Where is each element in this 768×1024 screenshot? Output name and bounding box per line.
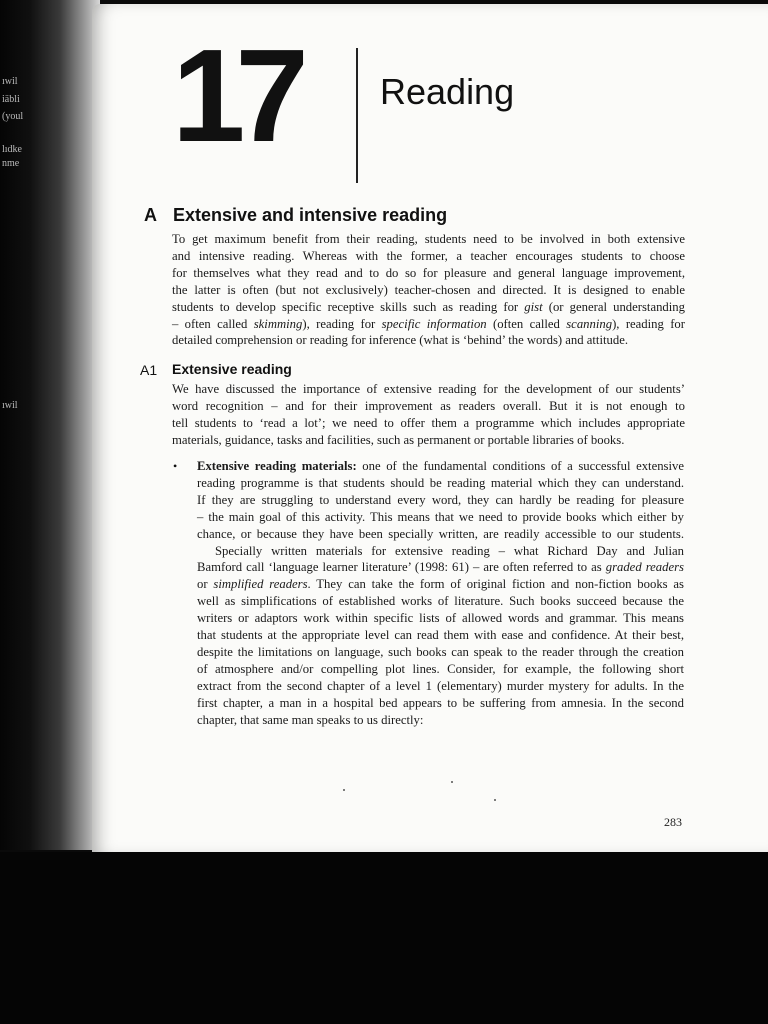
margin-fragment: nme: [2, 158, 20, 169]
text-line: tell students to ‘read a lot’; we need to offer them a programme which includes appropriate: [172, 415, 685, 430]
subsection-number: A1: [140, 362, 158, 378]
chapter-number: 17: [172, 22, 299, 169]
scan-speck: [343, 789, 345, 791]
text-line: first chapter, a man in a hospital bed appears to be suffering from amnesia. In the second: [197, 695, 684, 710]
section-a-paragraph: [172, 231, 685, 349]
text-line: the latter is often (but not exclusively) teacher-chosen and directed. It is designed to enable: [172, 282, 685, 297]
text-line: – often called skimming), reading for specific information (often called scanning), reading for: [172, 316, 685, 331]
book-binding-shadow: [0, 0, 100, 850]
text-line: materials, guidance, tasks and facilities, such as permanent or portable libraries of books.: [172, 432, 625, 447]
text-line: well as simplifications of established works of literature. Such books succeed because the: [197, 594, 684, 609]
page-number: 283: [664, 815, 682, 829]
margin-fragment: lıdke: [2, 144, 22, 155]
text-line: Extensive reading materials: one of the fundamental conditions of a successful extensive: [197, 459, 684, 473]
margin-fragment: (youl: [2, 111, 24, 122]
text-line: writers or adaptors work within specific lists of allowed words and grammar. This means: [197, 611, 684, 626]
text-line: Bamford call ‘language learner literature’ (1998: 61) – are often referred to as graded readers: [197, 560, 684, 575]
bullet-lead: Extensive reading materials:: [197, 459, 363, 473]
text-line: chapter, that same man speaks to us directly:: [197, 712, 424, 727]
text-line: If they are struggling to understand every word, they can hardly be reading for pleasure: [197, 492, 684, 507]
text-line: word recognition – and for their improvement as readers overall. But it is not enough to: [172, 398, 685, 413]
chapter-title: Reading: [380, 71, 515, 112]
text-line: of atmosphere and/or compelling plot lines. Consider, for example, the following short: [197, 661, 684, 676]
bullet-marker: •: [173, 459, 178, 473]
text-line: extract from the second chapter of a level 1 (elementary) murder mystery for adults. In the: [197, 678, 684, 693]
text-line: Specially written materials for extensive reading – what Richard Day and Julian: [215, 543, 684, 558]
text-line: or simplified readers. They can take the form of original fiction and non-fiction books as: [197, 577, 684, 592]
section-title: Extensive and intensive reading: [173, 205, 448, 225]
subsection-title: Extensive reading: [172, 361, 292, 377]
text-line: reading programme is that students should be reading material which they can understand.: [197, 475, 684, 490]
scan-bottom-edge: [0, 852, 768, 1024]
text-line: We have discussed the importance of extensive reading for the development of our students’: [172, 382, 685, 396]
bullet-paragraph: [197, 458, 684, 729]
text-line: and intensive reading. Whereas with the former, a teacher encourages students to choose: [172, 248, 685, 263]
section-letter: A: [144, 205, 157, 225]
scan-speck: [494, 799, 496, 801]
margin-fragment: ıwil: [2, 400, 18, 411]
subsection-a1-paragraph: [172, 381, 685, 449]
text-line: – the main goal of this activity. This means that we need to provide books which either by: [197, 509, 684, 524]
text-line: detailed comprehension or reading for inference (what is ‘behind’ the words) and attitude.: [172, 333, 628, 348]
chapter-divider: [356, 48, 358, 183]
text-line: To get maximum benefit from their reading, students need to be involved in both extensive: [172, 232, 685, 246]
text-line: for themselves what they read and to do so for pleasure and general language improvement,: [172, 265, 685, 280]
margin-fragment: iäbli: [2, 94, 20, 105]
text-line: chance, or because they have been specially written, are readily accessible to our students.: [197, 526, 684, 541]
text-line: despite the limitations on language, such books can speak to the reader through the creation: [197, 644, 684, 659]
text-line: students to develop specific receptive skills such as reading for gist (or general understanding: [172, 299, 685, 314]
margin-fragment: ıwil: [2, 76, 18, 87]
scan-speck: [451, 781, 453, 783]
text-line: that students at the appropriate level can read them with ease and confidence. At their best,: [197, 628, 684, 643]
